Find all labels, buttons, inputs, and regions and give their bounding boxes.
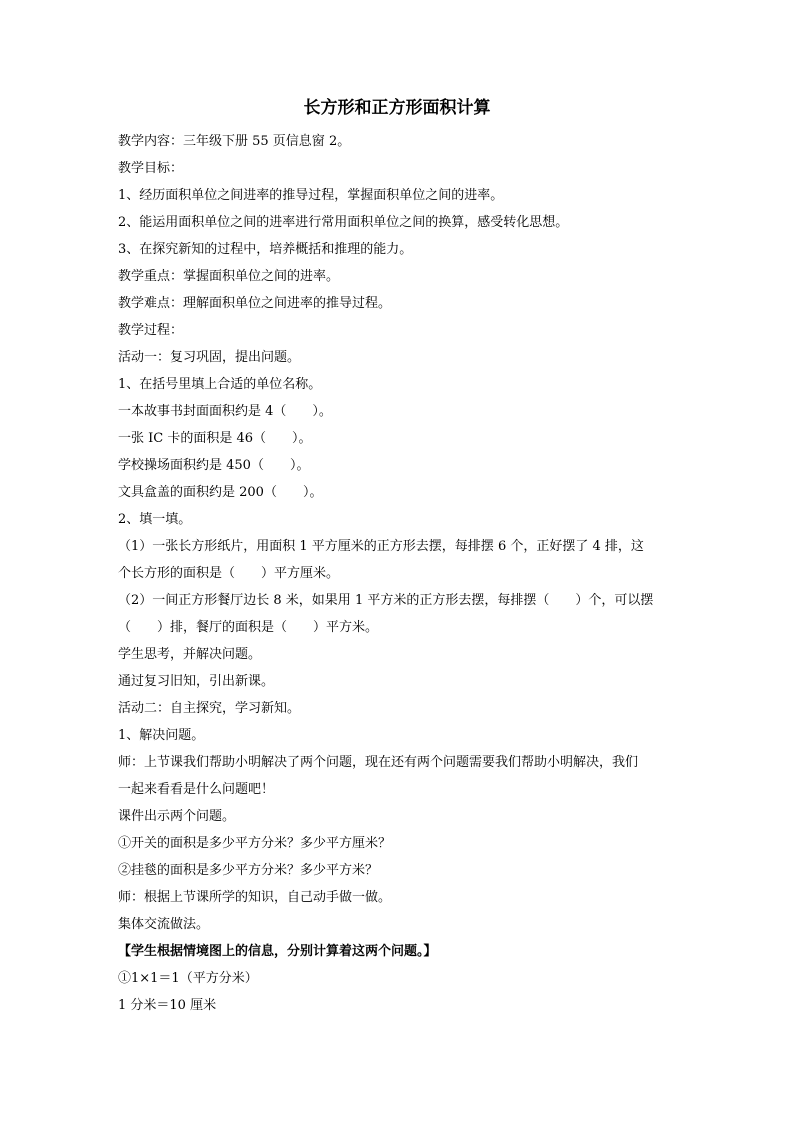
text-line: 教学内容：三年级下册 55 页信息窗 2。: [118, 134, 351, 149]
text-line: 文具盒盖的面积约是 200（ ）。: [118, 485, 323, 500]
text-line: 【学生根据情境图上的信息，分别计算着这两个问题。】: [118, 944, 437, 959]
document-title: 长方形和正方形面积计算: [303, 98, 491, 118]
text-line: 教学难点：理解面积单位之间进率的推导过程。: [118, 296, 392, 311]
text-line: 1 分米＝10 厘米: [118, 998, 217, 1013]
text-line: 1、经历面积单位之间进率的推导过程，掌握面积单位之间的进率。: [118, 188, 504, 203]
text-line: 3、在探究新知的过程中，培养概括和推理的能力。: [118, 242, 413, 257]
text-line: （ ）排，餐厅的面积是（ ）平方米。: [118, 620, 379, 635]
text-line: ①开关的面积是多少平方分米？多少平方厘米？: [118, 836, 392, 851]
text-line: 课件出示两个问题。: [118, 809, 236, 824]
text-line: （1）一张长方形纸片，用面积 1 平方厘米的正方形去摆，每排摆 6 个，正好摆了 4 排，这: [118, 539, 644, 554]
text-line: 教学过程：: [118, 323, 184, 338]
text-line: 1、在括号里填上合适的单位名称。: [118, 377, 322, 392]
text-line: 活动一：复习巩固，提出问题。: [118, 350, 301, 365]
text-line: 师：上节课我们帮助小明解决了两个问题，现在还有两个问题需要我们帮助小明解决，我们: [118, 755, 639, 770]
text-line: 教学目标：: [118, 161, 184, 176]
text-line: 2、填一填。: [118, 512, 192, 527]
text-line: 活动二：自主探究，学习新知。: [118, 701, 301, 716]
text-line: ②挂毯的面积是多少平方分米？多少平方米？: [118, 863, 379, 878]
text-line: 一起来看看是什么问题吧！: [118, 782, 275, 797]
text-line: 1、解决问题。: [118, 728, 205, 743]
text-line: 学校操场面积约是 450（ ）。: [118, 458, 310, 473]
text-line: （2）一间正方形餐厅边长 8 米，如果用 1 平方米的正方形去摆，每排摆（ ）个，可以摆: [118, 593, 654, 608]
text-line: 一张 IC 卡的面积是 46（ ）。: [118, 431, 312, 446]
text-line: 集体交流做法。: [118, 917, 210, 932]
text-line: 通过复习旧知，引出新课。: [118, 674, 275, 689]
text-line: 2、能运用面积单位之间的进率进行常用面积单位之间的换算，感受转化思想。: [118, 215, 569, 230]
text-line: ①1×1＝1（平方分米）: [118, 971, 258, 986]
text-line: 一本故事书封面面积约是 4（ ）。: [118, 404, 332, 419]
text-line: 个长方形的面积是（ ）平方厘米。: [118, 566, 340, 581]
text-line: 教学重点：掌握面积单位之间的进率。: [118, 269, 340, 284]
document-body: [118, 128, 678, 1019]
text-line: 师：根据上节课所学的知识，自己动手做一做。: [118, 890, 392, 905]
text-line: 学生思考，并解决问题。: [118, 647, 262, 662]
